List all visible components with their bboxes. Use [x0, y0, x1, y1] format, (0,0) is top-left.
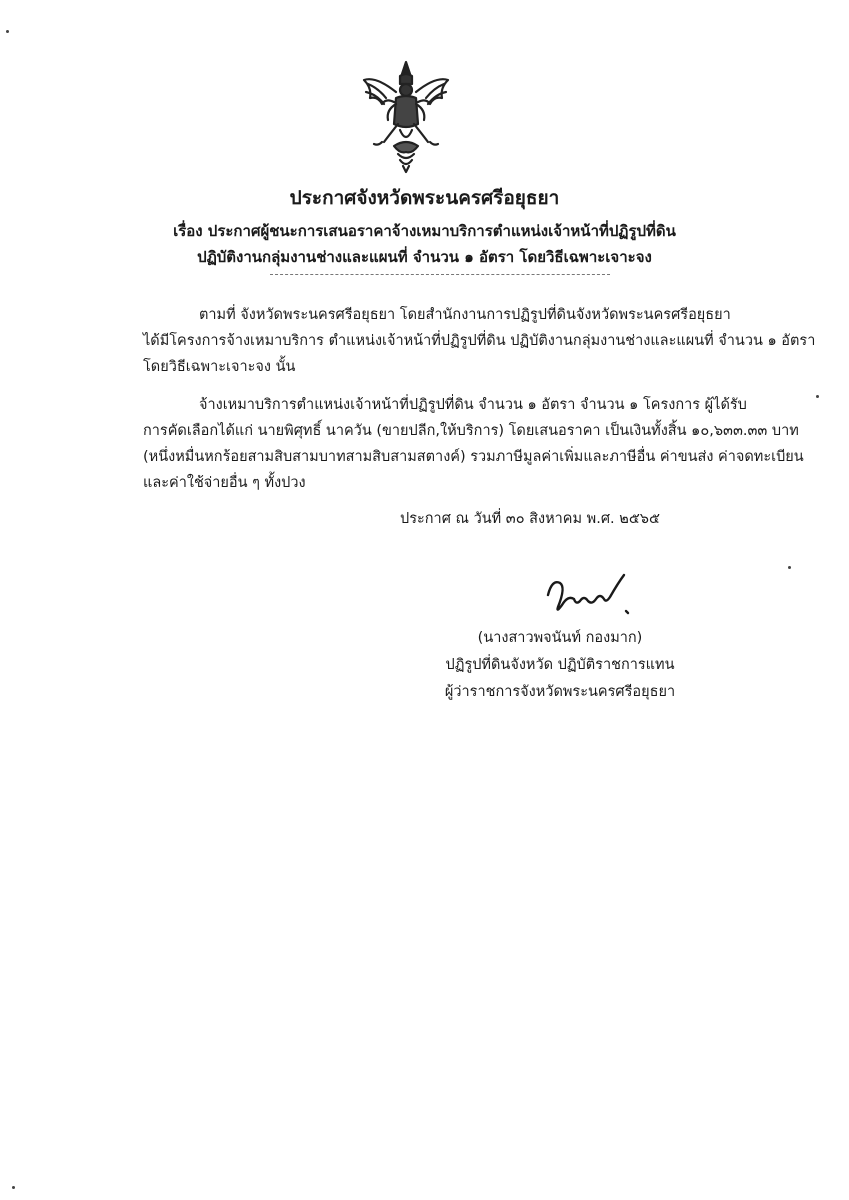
scan-speck: [788, 566, 791, 569]
body-p2-line3: (หนึ่งหมื่นหกร้อยสามสิบสามบาทสามสิบสามสตางค์) รวมภาษีมูลค่าเพิ่มและภาษีอื่น ค่าขนส่ง ค่าจดทะเบียน: [143, 449, 804, 465]
body-p1-line3: โดยวิธีเฉพาะเจาะจง นั้น: [143, 359, 296, 375]
scan-speck: [6, 30, 9, 33]
garuda-emblem-icon: [356, 58, 456, 174]
body-p1-line2: ได้มีโครงการจ้างเหมาบริการ ตำแหน่งเจ้าหน้าที่ปฏิรูปที่ดิน ปฏิบัติงานกลุ่มงานช่างและแผนที่ จำนวน ๑ อัตรา: [143, 333, 816, 349]
signer-position-2: ผู้ว่าราชการจังหวัดพระนครศรีอยุธยา: [444, 684, 676, 700]
scan-speck: [816, 395, 819, 398]
body-p2-line1: จ้างเหมาบริการตำแหน่งเจ้าหน้าที่ปฏิรูปที่ดิน จำนวน ๑ อัตรา จำนวน ๑ โครงการ ผู้ได้รับ: [199, 397, 747, 413]
subject-line-2: ปฏิบัติงานกลุ่มงานช่างและแผนที่ จำนวน ๑ อัตรา โดยวิธีเฉพาะเจาะจง: [197, 248, 652, 266]
handwritten-signature: [540, 565, 640, 625]
page-title: ประกาศจังหวัดพระนครศรีอยุธยา: [289, 187, 560, 209]
scan-speck: [12, 1186, 15, 1189]
header-divider: [270, 274, 610, 275]
body-p2-line2: การคัดเลือกได้แก่ นายพิศุทธิ์ นาควัน (ขายปลีก,ให้บริการ) โดยเสนอราคา เป็นเงินทั้งสิ้น ๑๐,๖๓๓.๓๓ บาท: [143, 423, 799, 439]
subject-line-1: เรื่อง ประกาศผู้ชนะการเสนอราคาจ้างเหมาบริการตำแหน่งเจ้าหน้าที่ปฏิรูปที่ดิน: [173, 222, 676, 240]
signer-name: (นางสาวพจนันท์ กองมาก): [477, 630, 643, 646]
signer-position-1: ปฏิรูปที่ดินจังหวัด ปฏิบัติราชการแทน: [445, 657, 675, 673]
body-p1-line1: ตามที่ จังหวัดพระนครศรีอยุธยา โดยสำนักงานการปฏิรูปที่ดินจังหวัดพระนครศรีอยุธยา: [199, 307, 731, 323]
signature-block: [420, 625, 700, 706]
announcement-date: ประกาศ ณ วันที่ ๓๐ สิงหาคม พ.ศ. ๒๕๖๕: [400, 511, 660, 527]
body-p2-line4: และค่าใช้จ่ายอื่น ๆ ทั้งปวง: [143, 475, 306, 491]
